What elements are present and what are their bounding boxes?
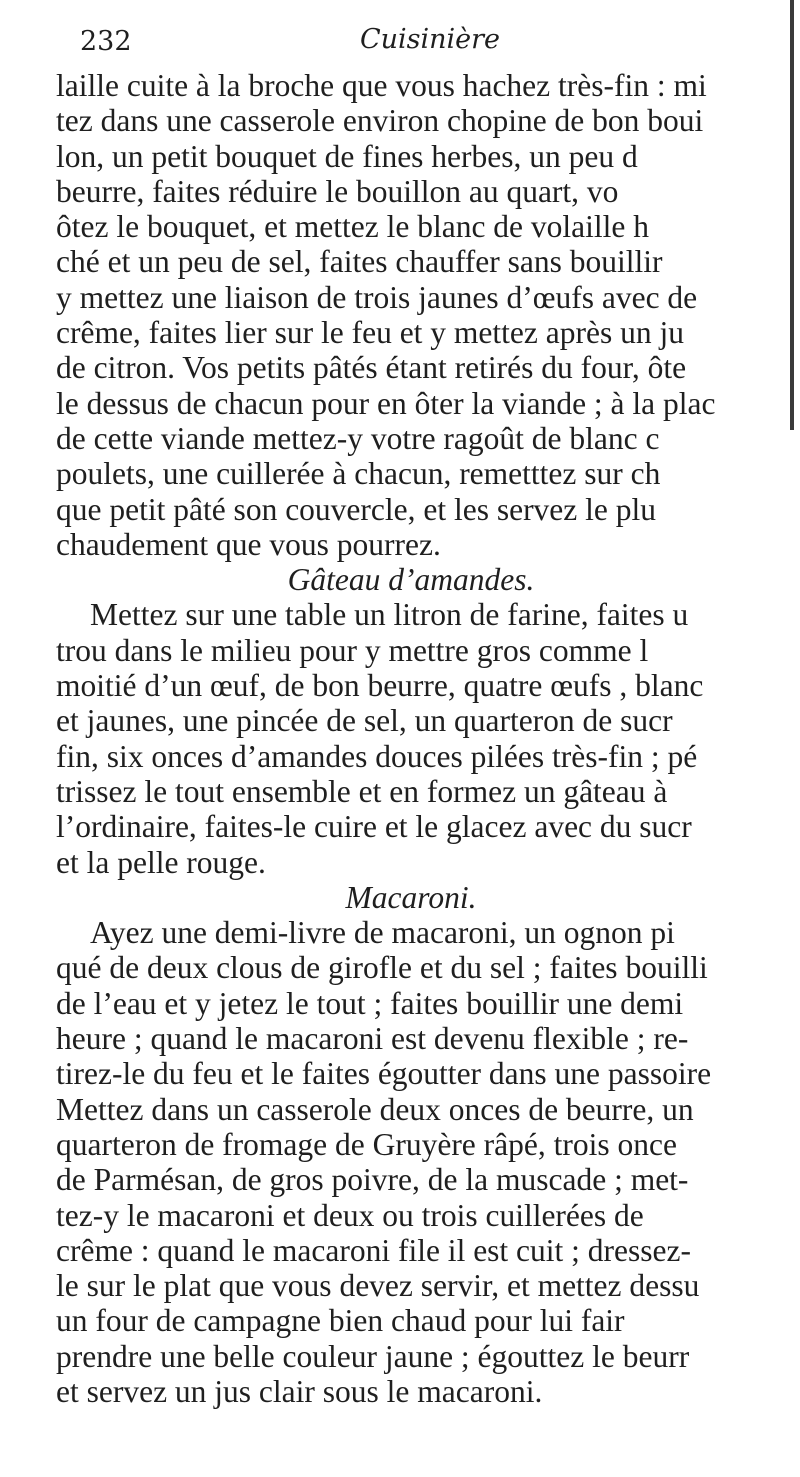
- text-line: tez-y le macaroni et deux ou trois cuillerées de: [56, 1197, 644, 1233]
- text-line: de Parmésan, de gros poivre, de la muscade ; met-: [56, 1162, 689, 1198]
- text-line: qué de deux clous de girofle et du sel ; faites bouilli: [56, 950, 708, 986]
- text-line: Ayez une demi-livre de macaroni, un ognon pi: [90, 915, 675, 951]
- body-text: [56, 68, 800, 1409]
- section-heading: Macaroni.: [345, 879, 477, 915]
- text-line: trissez le tout ensemble et en formez un gâteau à: [56, 773, 668, 809]
- text-line: que petit pâté son couvercle, et les servez le plu: [56, 491, 657, 527]
- text-line: de citron. Vos petits pâtés étant retirés du four, ôte: [56, 350, 687, 386]
- text-line: Mettez sur une table un litron de farine, faites u: [90, 597, 689, 633]
- text-line: le sur le plat que vous devez servir, et mettez dessu: [56, 1268, 700, 1304]
- text-line: tez dans une casserole environ chopine de bon boui: [56, 103, 704, 139]
- text-line: trou dans le milieu pour y mettre gros comme l: [56, 632, 649, 668]
- text-line: quarteron de fromage de Gruyère râpé, trois once: [56, 1126, 677, 1162]
- text-line: un four de campagne bien chaud pour lui fair: [56, 1303, 625, 1339]
- text-line: et jaunes, une pincée de sel, un quarteron de sucr: [56, 703, 673, 739]
- text-line: poulets, une cuillerée à chacun, remetttez sur ch: [56, 456, 661, 492]
- text-line: Mettez dans un casserole deux onces de beurre, un: [56, 1091, 694, 1127]
- text-line: crême : quand le macaroni file il est cuit ; dressez-: [56, 1232, 691, 1268]
- text-line: fin, six onces d’amandes douces pilées très-fin ; pé: [56, 738, 698, 774]
- text-line: et la pelle rouge.: [56, 844, 266, 880]
- page-number: 232: [80, 26, 132, 57]
- text-line: heure ; quand le macaroni est devenu flexible ; re-: [56, 1021, 689, 1057]
- text-line: ôtez le bouquet, et mettez le blanc de volaille h: [56, 209, 650, 245]
- text-line: chaudement que vous pourrez.: [56, 526, 441, 562]
- text-line: tirez-le du feu et le faites égoutter dans une passoire: [56, 1056, 712, 1092]
- running-title: Cuisinière: [359, 24, 501, 55]
- text-line: l’ordinaire, faites-le cuire et le glacez avec du sucr: [56, 809, 692, 845]
- text-line: laille cuite à la broche que vous hachez très-fin : mi: [56, 68, 707, 103]
- text-line: de l’eau et y jetez le tout ; faites bouillir une demi: [56, 985, 684, 1021]
- text-line: et servez un jus clair sous le macaroni.: [56, 1373, 543, 1409]
- text-line: beurre, faites réduire le bouillon au quart, vo: [56, 173, 619, 209]
- text-line: crême, faites lier sur le feu et y mettez après un ju: [56, 315, 684, 351]
- page-header: [80, 20, 780, 64]
- section-heading: Gâteau d’amandes.: [287, 562, 535, 598]
- text-line: prendre une belle couleur jaune ; égouttez le beurr: [56, 1338, 690, 1374]
- text-line: lon, un petit bouquet de fines herbes, un peu d: [56, 138, 638, 174]
- text-line: le dessus de chacun pour en ôter la viande ; à la plac: [56, 385, 716, 421]
- text-line: de cette viande mettez-y votre ragoût de blanc c: [56, 420, 660, 456]
- text-line: moitié d’un œuf, de bon beurre, quatre œufs , blanc: [56, 668, 704, 704]
- text-line: y mettez une liaison de trois jaunes d’œufs avec de: [56, 279, 698, 315]
- text-line: ché et un peu de sel, faites chauffer sans bouillir: [56, 244, 663, 280]
